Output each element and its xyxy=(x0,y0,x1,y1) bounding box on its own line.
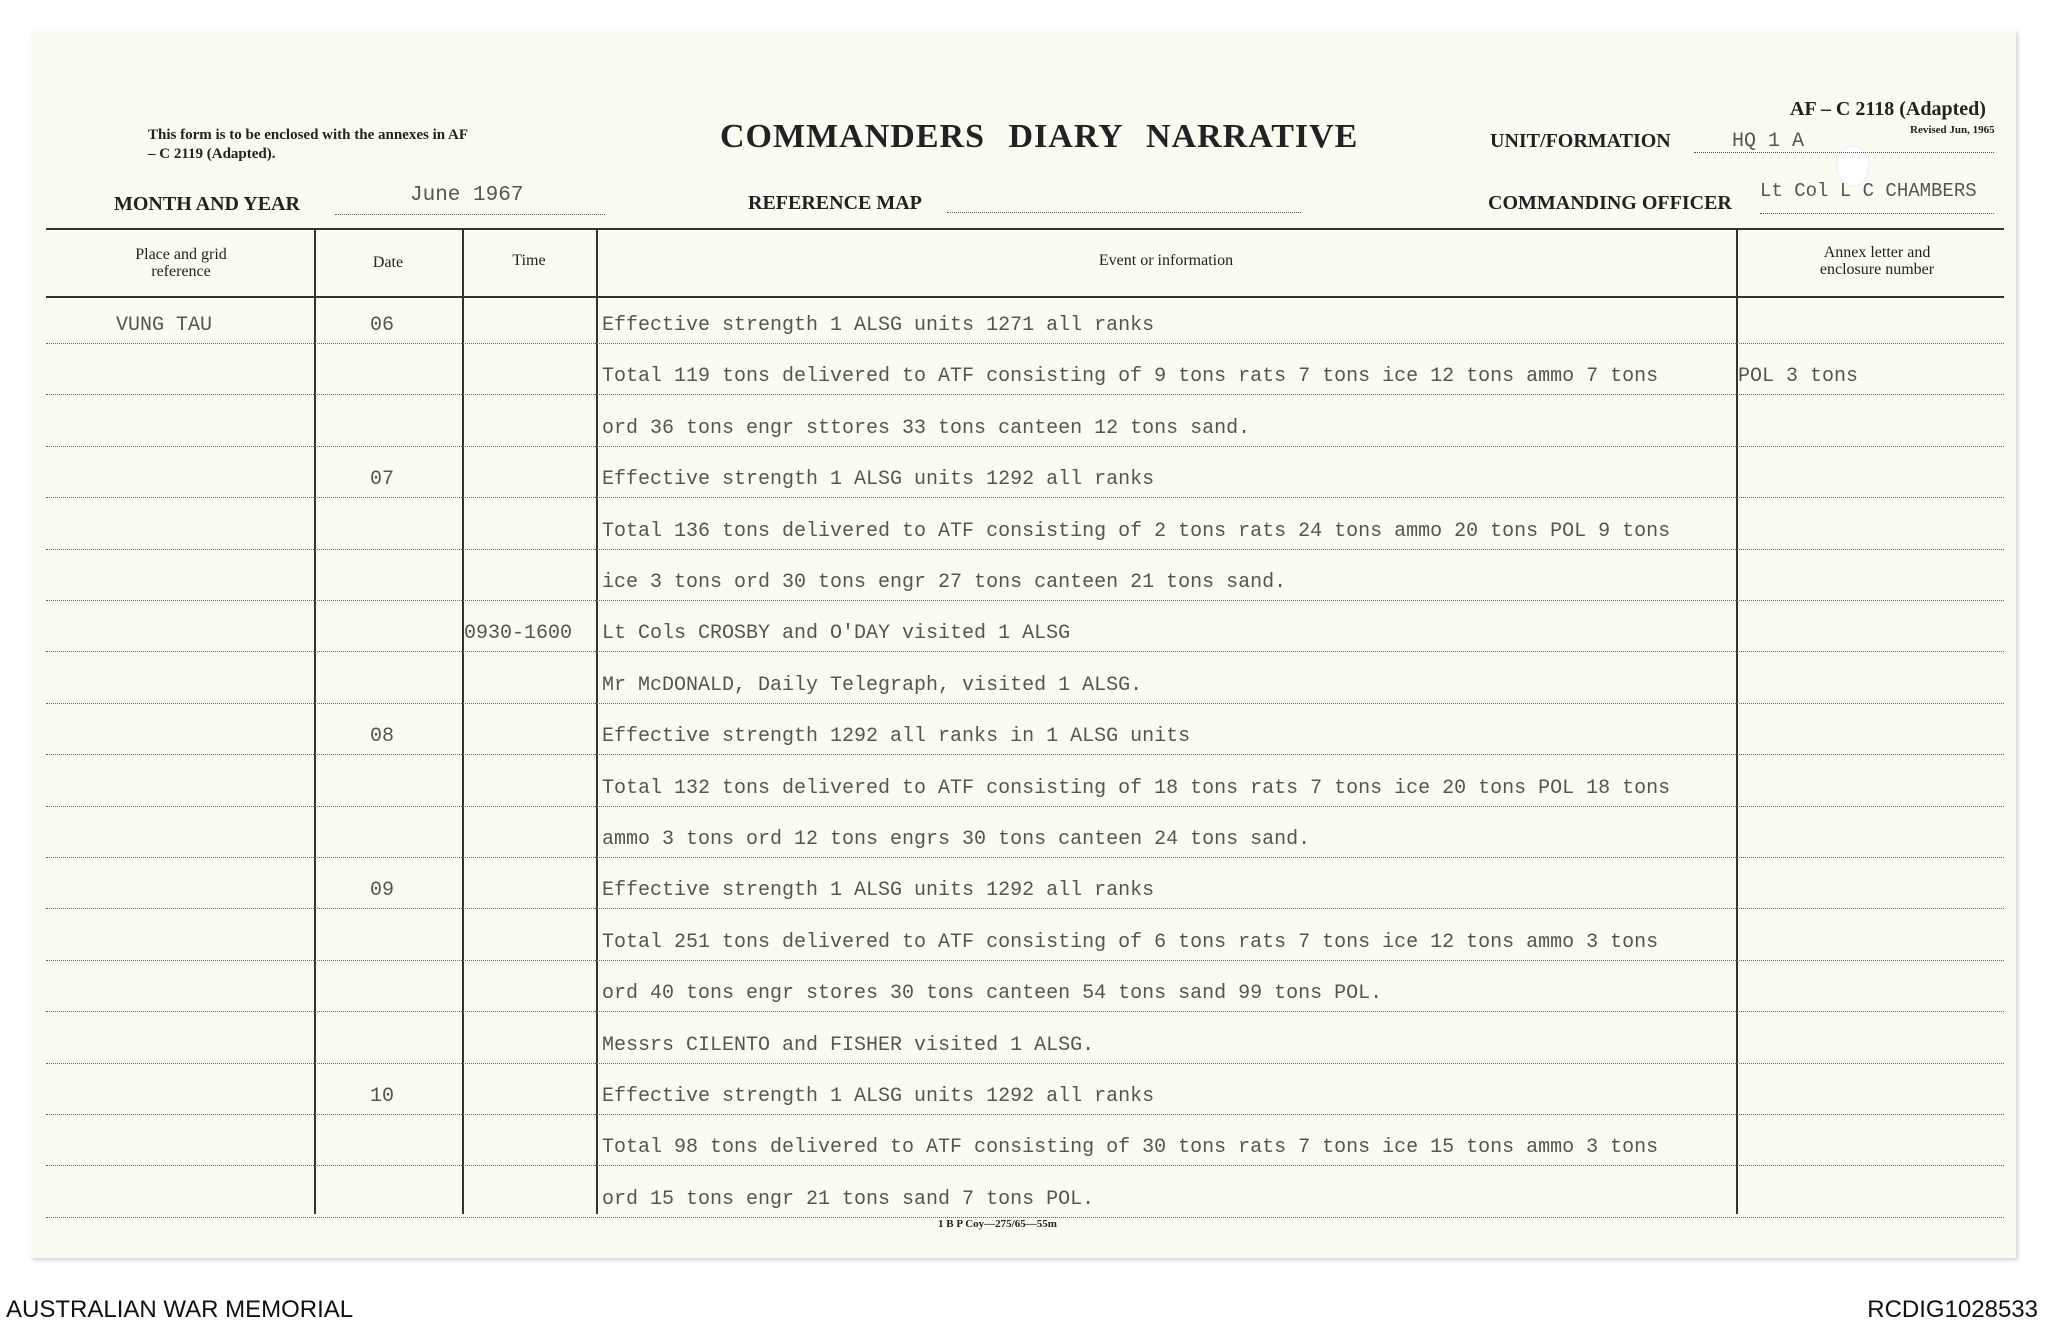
cell-event: Lt Cols CROSBY and O'DAY visited 1 ALSG xyxy=(602,622,1071,646)
row-ruling xyxy=(46,960,2004,961)
cell-event: Effective strength 1 ALSG units 1271 all ranks xyxy=(602,314,1155,337)
table-top-rule xyxy=(46,228,2004,230)
row-ruling xyxy=(46,754,2004,755)
cell-event: ice 3 tons ord 30 tons engr 27 tons canteen 21 tons sand. xyxy=(602,571,1287,594)
column-divider-time xyxy=(462,228,464,1214)
cell-event: ord 36 tons engr sttores 33 tons canteen 12 tons sand. xyxy=(602,416,1251,440)
cell-event: Effective strength 1292 all ranks in 1 ALSG units xyxy=(602,725,1191,749)
month-dotted-line xyxy=(335,214,605,215)
print-code: 1 B P Coy—275/65—55m xyxy=(938,1218,1057,1230)
row-ruling xyxy=(46,394,2004,395)
row-ruling xyxy=(46,343,2004,344)
cell-event: Total 251 tons delivered to ATF consisting of 6 tons rats 7 tons ice 12 tons ammo 3 tons xyxy=(602,930,1659,954)
cell-event: Total 119 tons delivered to ATF consisting of 9 tons rats 7 tons ice 12 tons ammo 7 tons xyxy=(602,365,1659,389)
month-label: MONTH AND YEAR xyxy=(114,193,300,215)
header-time: Time xyxy=(512,252,546,269)
row-ruling xyxy=(46,857,2004,858)
cell-event: ammo 3 tons ord 12 tons engrs 30 tons canteen 24 tons sand. xyxy=(602,828,1311,851)
row-ruling xyxy=(46,1114,2004,1115)
cell-event: ord 40 tons engr stores 30 tons canteen 54 tons sand 99 tons POL. xyxy=(602,982,1383,1006)
cell-event: Total 136 tons delivered to ATF consisting of 2 tons rats 24 tons ammo 20 tons POL 9 tons xyxy=(602,519,1671,543)
unit-label: UNIT/FORMATION xyxy=(1490,130,1671,152)
row-ruling xyxy=(46,908,2004,909)
header-date: Date xyxy=(372,254,404,271)
row-ruling xyxy=(46,1063,2004,1064)
officer-dotted-line xyxy=(1760,213,1994,214)
row-ruling xyxy=(46,1011,2004,1012)
cell-event: Total 132 tons delivered to ATF consisting of 18 tons rats 7 tons ice 20 tons POL 18 tons xyxy=(602,776,1671,800)
row-ruling xyxy=(46,600,2004,601)
cell-place: VUNG TAU xyxy=(116,314,213,337)
cell-event: ord 15 tons engr 21 tons sand 7 tons POL. xyxy=(602,1187,1095,1211)
map-label: REFERENCE MAP xyxy=(748,192,922,214)
cell-date: 09 xyxy=(370,879,395,903)
header-event: Event or information xyxy=(1098,252,1234,269)
row-ruling xyxy=(46,703,2004,704)
form-revised: Revised Jun, 1965 xyxy=(1910,124,1995,136)
cell-event: Total 98 tons delivered to ATF consisting of 30 tons rats 7 tons ice 15 tons ammo 3 tons xyxy=(602,1136,1659,1160)
caption-left: AUSTRALIAN WAR MEMORIAL xyxy=(6,1296,354,1323)
row-ruling xyxy=(46,651,2004,652)
officer-value: Lt Col L C CHAMBERS xyxy=(1760,180,1977,202)
cell-date: 06 xyxy=(370,314,395,337)
cell-date: 10 xyxy=(370,1085,395,1108)
unit-value: HQ 1 A xyxy=(1732,130,1805,153)
cell-event: Effective strength 1 ALSG units 1292 all ranks xyxy=(602,879,1155,903)
cell-annex: POL 3 tons xyxy=(1738,365,1859,389)
map-dotted-line xyxy=(947,212,1301,213)
cell-event: Effective strength 1 ALSG units 1292 all ranks xyxy=(602,1085,1155,1108)
header-annex: Annex letter and enclosure number xyxy=(1819,244,1935,278)
cell-date: 07 xyxy=(370,468,395,492)
diary-form-sheet xyxy=(30,30,2016,1258)
month-value: June 1967 xyxy=(410,184,524,207)
form-number: AF – C 2118 (Adapted) xyxy=(1790,98,1986,120)
header-place: Place and grid reference xyxy=(135,246,227,280)
row-ruling xyxy=(46,1165,2004,1166)
row-ruling xyxy=(46,806,2004,807)
officer-label: COMMANDING OFFICER xyxy=(1488,192,1732,214)
cell-event: Mr McDONALD, Daily Telegraph, visited 1 ALSG. xyxy=(602,673,1143,697)
form-notice: This form is to be enclosed with the annexes in AF – C 2119 (Adapted). xyxy=(148,127,468,162)
cell-event: Effective strength 1 ALSG units 1292 all ranks xyxy=(602,468,1155,492)
form-title: COMMANDERS DIARY NARRATIVE xyxy=(720,118,1359,155)
row-ruling xyxy=(46,549,2004,550)
row-ruling xyxy=(46,446,2004,447)
table-header-rule xyxy=(46,296,2004,298)
cell-time: 0930-1600 xyxy=(464,622,573,646)
caption-right: RCDIG1028533 xyxy=(1867,1296,2038,1323)
column-divider-date xyxy=(314,228,316,1214)
column-divider-event xyxy=(596,228,598,1214)
cell-event: Messrs CILENTO and FISHER visited 1 ALSG. xyxy=(602,1033,1095,1057)
row-ruling xyxy=(46,497,2004,498)
cell-date: 08 xyxy=(370,725,395,749)
